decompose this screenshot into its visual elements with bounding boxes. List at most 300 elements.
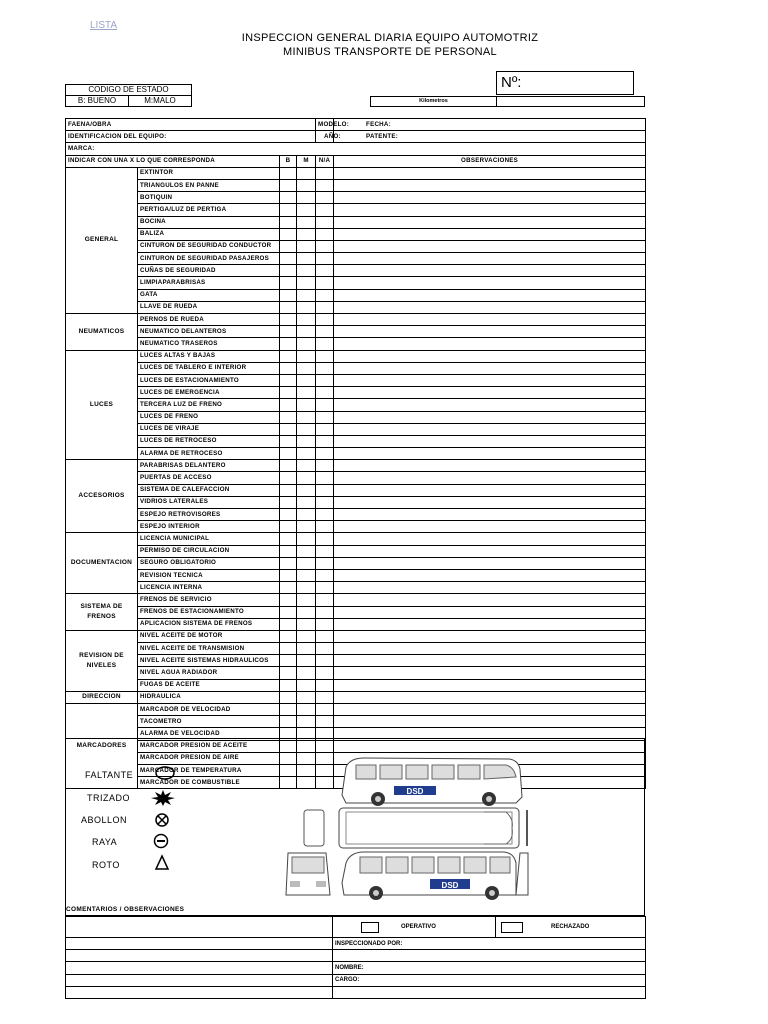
checklist-row — [66, 582, 646, 594]
kilometros-label: Kilometros — [419, 98, 448, 104]
indicar-label: INDICAR CON UNA X LO QUE CORRESPONDA — [66, 155, 280, 167]
check-na[interactable] — [316, 314, 334, 326]
section-label: REVISION DE NIVELES — [66, 630, 138, 691]
checklist-item-label: TRIANGULOS EN PANNE — [138, 179, 280, 191]
checklist-row — [66, 228, 646, 240]
check-b[interactable] — [280, 350, 297, 362]
check-m[interactable] — [297, 496, 316, 508]
observaciones-header: OBSERVACIONES — [334, 155, 646, 167]
check-m[interactable] — [297, 265, 316, 277]
check-m[interactable] — [297, 204, 316, 216]
numero-field[interactable] — [496, 71, 634, 95]
checklist-row — [66, 374, 646, 386]
comentario-line-6[interactable] — [66, 986, 333, 998]
observaciones-cell[interactable] — [334, 399, 646, 411]
kilometros-label-box — [370, 96, 497, 107]
check-m[interactable] — [297, 374, 316, 386]
observaciones-cell[interactable] — [334, 545, 646, 557]
check-na[interactable] — [316, 265, 334, 277]
check-b[interactable] — [280, 496, 297, 508]
check-na[interactable] — [316, 630, 334, 642]
check-m[interactable] — [297, 594, 316, 606]
check-m[interactable] — [297, 448, 316, 460]
check-na[interactable] — [316, 533, 334, 545]
observaciones-cell[interactable] — [334, 496, 646, 508]
check-m[interactable] — [297, 387, 316, 399]
checklist-row — [66, 484, 646, 496]
observaciones-cell[interactable] — [334, 338, 646, 350]
check-b[interactable] — [280, 509, 297, 521]
observaciones-cell[interactable] — [334, 326, 646, 338]
malo-label: M:MALO — [144, 96, 176, 105]
check-na[interactable] — [316, 448, 334, 460]
comentario-line-1[interactable] — [66, 917, 333, 938]
checklist-row — [66, 509, 646, 521]
observaciones-cell[interactable] — [334, 704, 646, 716]
check-b[interactable] — [280, 277, 297, 289]
checklist-item-label: MARCADOR PRESION DE AIRE — [138, 752, 280, 764]
check-na[interactable] — [316, 509, 334, 521]
lista-link[interactable]: LISTA — [90, 20, 118, 31]
check-m[interactable] — [297, 533, 316, 545]
identificacion-label[interactable]: IDENTIFICACION DEL EQUIPO: — [66, 131, 316, 143]
checklist-item-label: LIMPIAPARABRISAS — [138, 277, 280, 289]
check-b[interactable] — [280, 167, 297, 179]
checklist-row — [66, 557, 646, 569]
observaciones-cell[interactable] — [334, 521, 646, 533]
check-m[interactable] — [297, 484, 316, 496]
observaciones-cell[interactable] — [334, 606, 646, 618]
checklist-row — [66, 594, 646, 606]
check-b[interactable] — [280, 545, 297, 557]
check-m[interactable] — [297, 240, 316, 252]
checklist-row — [66, 460, 646, 472]
checklist-item-label: PUERTAS DE ACCESO — [138, 472, 280, 484]
observaciones-cell[interactable] — [334, 655, 646, 667]
check-m[interactable] — [297, 228, 316, 240]
check-na[interactable] — [316, 472, 334, 484]
checklist-item-label: MARCADOR DE VELOCIDAD — [138, 704, 280, 716]
observaciones-cell[interactable] — [334, 387, 646, 399]
checklist-item-label: SISTEMA DE CALEFACCION — [138, 484, 280, 496]
info-row-3 — [66, 143, 646, 155]
checklist-item-label: LUCES DE EMERGENCIA — [138, 387, 280, 399]
observaciones-cell[interactable] — [334, 460, 646, 472]
check-b[interactable] — [280, 667, 297, 679]
check-m[interactable] — [297, 691, 316, 703]
info-row-1 — [66, 119, 646, 131]
trizado-label: TRIZADO — [87, 793, 130, 803]
check-na[interactable] — [316, 277, 334, 289]
check-m[interactable] — [297, 704, 316, 716]
check-na[interactable] — [316, 326, 334, 338]
observaciones-cell[interactable] — [334, 277, 646, 289]
bueno-box — [65, 95, 129, 107]
bus-rear-view — [516, 853, 528, 895]
checklist-item-label: PARABRISAS DELANTERO — [138, 460, 280, 472]
check-b[interactable] — [280, 228, 297, 240]
observaciones-cell[interactable] — [334, 179, 646, 191]
anio-label[interactable]: AÑO: — [316, 131, 334, 143]
check-m[interactable] — [297, 289, 316, 301]
check-na[interactable] — [316, 545, 334, 557]
section-label: ACCESORIOS — [66, 460, 138, 533]
check-m[interactable] — [297, 326, 316, 338]
check-na[interactable] — [316, 704, 334, 716]
bueno-label: B: BUENO — [77, 96, 117, 105]
observaciones-cell[interactable] — [334, 216, 646, 228]
check-m[interactable] — [297, 630, 316, 642]
checklist-item-label: MARCADOR PRESION DE ACEITE — [138, 740, 280, 752]
check-na[interactable] — [316, 643, 334, 655]
check-b[interactable] — [280, 289, 297, 301]
check-na[interactable] — [316, 716, 334, 728]
checklist-row — [66, 716, 646, 728]
check-m[interactable] — [297, 557, 316, 569]
operativo-cell[interactable] — [333, 917, 496, 938]
cargo-label[interactable]: CARGO: — [333, 974, 646, 986]
observaciones-cell[interactable] — [334, 253, 646, 265]
observaciones-cell[interactable] — [334, 569, 646, 581]
check-b[interactable] — [280, 472, 297, 484]
checklist-item-label: ESPEJO RETROVISORES — [138, 509, 280, 521]
observaciones-cell[interactable] — [334, 204, 646, 216]
checklist-item-label: REVISION TECNICA — [138, 569, 280, 581]
check-b[interactable] — [280, 716, 297, 728]
check-m[interactable] — [297, 301, 316, 313]
check-m[interactable] — [297, 399, 316, 411]
checklist-item-label: CINTURON DE SEGURIDAD PASAJEROS — [138, 253, 280, 265]
check-b[interactable] — [280, 557, 297, 569]
check-na[interactable] — [316, 167, 334, 179]
cargo-field[interactable] — [333, 986, 646, 998]
observaciones-cell[interactable] — [334, 630, 646, 642]
observaciones-cell[interactable] — [334, 301, 646, 313]
checklist-item-label: ALARMA DE RETROCESO — [138, 448, 280, 460]
section-label: GENERAL — [66, 167, 138, 313]
bus-brand-top: DSD — [406, 787, 424, 796]
footer-row-6 — [66, 974, 646, 986]
section-label: LUCES — [66, 350, 138, 460]
checklist-row — [66, 216, 646, 228]
rechazado-checkbox[interactable] — [501, 922, 523, 933]
check-na[interactable] — [316, 289, 334, 301]
check-b[interactable] — [280, 253, 297, 265]
comentario-line-2[interactable] — [66, 938, 333, 950]
check-na[interactable] — [316, 655, 334, 667]
checklist-row — [66, 704, 646, 716]
check-b[interactable] — [280, 423, 297, 435]
check-m[interactable] — [297, 521, 316, 533]
modelo-label[interactable]: MODELO: — [316, 119, 334, 131]
kilometros-field[interactable] — [496, 96, 645, 107]
observaciones-cell[interactable] — [334, 533, 646, 545]
checklist-row — [66, 167, 646, 179]
check-na[interactable] — [316, 557, 334, 569]
check-na[interactable] — [316, 423, 334, 435]
checklist-item-label: APLICACION SISTEMA DE FRENOS — [138, 618, 280, 630]
observaciones-cell[interactable] — [334, 509, 646, 521]
observaciones-cell[interactable] — [334, 484, 646, 496]
check-b[interactable] — [280, 411, 297, 423]
rechazado-cell[interactable] — [496, 917, 646, 938]
check-na[interactable] — [316, 362, 334, 374]
checklist-item-label: FRENOS DE SERVICIO — [138, 594, 280, 606]
observaciones-cell[interactable] — [334, 472, 646, 484]
check-b[interactable] — [280, 314, 297, 326]
roto-icon — [154, 854, 170, 872]
check-m[interactable] — [297, 277, 316, 289]
inspeccionado-field[interactable] — [333, 950, 646, 962]
check-b[interactable] — [280, 655, 297, 667]
check-b[interactable] — [280, 301, 297, 313]
check-m[interactable] — [297, 643, 316, 655]
check-b[interactable] — [280, 216, 297, 228]
footer-row-5 — [66, 962, 646, 974]
check-b[interactable] — [280, 606, 297, 618]
check-b[interactable] — [280, 704, 297, 716]
raya-label: RAYA — [92, 837, 118, 847]
operativo-label: OPERATIVO — [401, 924, 436, 930]
marca-label[interactable]: MARCA: — [66, 143, 646, 155]
form-subtitle: MINIBUS TRANSPORTE DE PERSONAL — [283, 46, 497, 58]
check-m[interactable] — [297, 509, 316, 521]
check-na[interactable] — [316, 521, 334, 533]
operativo-checkbox[interactable] — [361, 922, 379, 933]
checklist-row — [66, 533, 646, 545]
check-m[interactable] — [297, 350, 316, 362]
check-na[interactable] — [316, 179, 334, 191]
check-b[interactable] — [280, 326, 297, 338]
check-na[interactable] — [316, 667, 334, 679]
check-b[interactable] — [280, 240, 297, 252]
checklist-item-label: VIDRIOS LATERALES — [138, 496, 280, 508]
check-b[interactable] — [280, 435, 297, 447]
check-m[interactable] — [297, 655, 316, 667]
check-na[interactable] — [316, 484, 334, 496]
comentarios-label: COMENTARIOS / OBSERVACIONES — [66, 906, 185, 913]
checklist-row — [66, 192, 646, 204]
check-m[interactable] — [297, 545, 316, 557]
checklist-row — [66, 655, 646, 667]
checklist-item-label: BOTIQUIN — [138, 192, 280, 204]
comentario-line-3[interactable] — [66, 950, 333, 962]
check-m[interactable] — [297, 179, 316, 191]
checklist-row — [66, 691, 646, 703]
observaciones-cell[interactable] — [334, 618, 646, 630]
checklist-item-label: CUÑAS DE SEGURIDAD — [138, 265, 280, 277]
observaciones-cell[interactable] — [334, 240, 646, 252]
check-na[interactable] — [316, 582, 334, 594]
observaciones-cell[interactable] — [334, 265, 646, 277]
checklist-row — [66, 277, 646, 289]
check-na[interactable] — [316, 228, 334, 240]
observaciones-cell[interactable] — [334, 448, 646, 460]
checklist-item-label: LUCES DE TABLERO E INTERIOR — [138, 362, 280, 374]
observaciones-cell[interactable] — [334, 192, 646, 204]
check-b[interactable] — [280, 484, 297, 496]
check-b[interactable] — [280, 618, 297, 630]
fecha-label[interactable]: FECHA: — [334, 119, 646, 131]
observaciones-cell[interactable] — [334, 691, 646, 703]
observaciones-cell[interactable] — [334, 643, 646, 655]
check-m[interactable] — [297, 411, 316, 423]
check-na[interactable] — [316, 216, 334, 228]
check-b[interactable] — [280, 630, 297, 642]
check-b[interactable] — [280, 204, 297, 216]
checklist-row — [66, 338, 646, 350]
check-m[interactable] — [297, 569, 316, 581]
nombre-label[interactable]: NOMBRE: — [333, 962, 646, 974]
check-b[interactable] — [280, 594, 297, 606]
check-m[interactable] — [297, 167, 316, 179]
checklist-item-label: LICENCIA INTERNA — [138, 582, 280, 594]
checklist-item-label: LUCES DE ESTACIONAMIENTO — [138, 374, 280, 386]
check-m[interactable] — [297, 460, 316, 472]
checklist-row — [66, 679, 646, 691]
check-m[interactable] — [297, 253, 316, 265]
check-b[interactable] — [280, 691, 297, 703]
check-na[interactable] — [316, 411, 334, 423]
check-m[interactable] — [297, 582, 316, 594]
check-m[interactable] — [297, 192, 316, 204]
check-b[interactable] — [280, 265, 297, 277]
bus-top-view — [304, 808, 528, 848]
check-na[interactable] — [316, 253, 334, 265]
observaciones-cell[interactable] — [334, 716, 646, 728]
check-na[interactable] — [316, 374, 334, 386]
check-na[interactable] — [316, 618, 334, 630]
check-na[interactable] — [316, 594, 334, 606]
checklist-item-label: ESPEJO INTERIOR — [138, 521, 280, 533]
checklist-row — [66, 179, 646, 191]
check-m[interactable] — [297, 338, 316, 350]
check-m[interactable] — [297, 216, 316, 228]
checklist-row — [66, 362, 646, 374]
form-title: INSPECCION GENERAL DIARIA EQUIPO AUTOMOTRIZ — [241, 32, 539, 44]
checklist-item-label: PERMISO DE CIRCULACION — [138, 545, 280, 557]
check-b[interactable] — [280, 448, 297, 460]
observaciones-cell[interactable] — [334, 167, 646, 179]
observaciones-cell[interactable] — [334, 374, 646, 386]
observaciones-cell[interactable] — [334, 667, 646, 679]
checklist-item-label: BALIZA — [138, 228, 280, 240]
check-na[interactable] — [316, 399, 334, 411]
checklist-row — [66, 204, 646, 216]
checklist-item-label: TERCERA LUZ DE FRENO — [138, 399, 280, 411]
checklist-row — [66, 350, 646, 362]
check-na[interactable] — [316, 240, 334, 252]
check-m[interactable] — [297, 667, 316, 679]
check-b[interactable] — [280, 399, 297, 411]
check-b[interactable] — [280, 338, 297, 350]
observaciones-cell[interactable] — [334, 435, 646, 447]
observaciones-cell[interactable] — [334, 557, 646, 569]
checklist-row — [66, 606, 646, 618]
check-na[interactable] — [316, 606, 334, 618]
checklist-item-label: LUCES ALTAS Y BAJAS — [138, 350, 280, 362]
patente-label[interactable]: PATENTE: — [334, 131, 646, 143]
check-m[interactable] — [297, 423, 316, 435]
comentario-line-4[interactable] — [66, 962, 333, 974]
check-b[interactable] — [280, 387, 297, 399]
check-na[interactable] — [316, 350, 334, 362]
check-b[interactable] — [280, 533, 297, 545]
check-na[interactable] — [316, 338, 334, 350]
check-m[interactable] — [297, 618, 316, 630]
observaciones-cell[interactable] — [334, 411, 646, 423]
observaciones-cell[interactable] — [334, 594, 646, 606]
check-m[interactable] — [297, 679, 316, 691]
check-na[interactable] — [316, 435, 334, 447]
observaciones-cell[interactable] — [334, 679, 646, 691]
check-na[interactable] — [316, 691, 334, 703]
check-b[interactable] — [280, 362, 297, 374]
faena-label[interactable]: FAENA/OBRA — [66, 119, 316, 131]
check-b[interactable] — [280, 521, 297, 533]
footer-row-4 — [66, 950, 646, 962]
inspeccionado-label[interactable]: INSPECCIONADO POR: — [333, 938, 646, 950]
check-na[interactable] — [316, 569, 334, 581]
check-b[interactable] — [280, 374, 297, 386]
observaciones-cell[interactable] — [334, 289, 646, 301]
checklist-row — [66, 265, 646, 277]
check-b[interactable] — [280, 643, 297, 655]
col-na-header: N/A — [316, 155, 334, 167]
observaciones-cell[interactable] — [334, 582, 646, 594]
comentario-line-5[interactable] — [66, 974, 333, 986]
check-na[interactable] — [316, 460, 334, 472]
inspection-table — [65, 118, 646, 789]
observaciones-cell[interactable] — [334, 423, 646, 435]
check-na[interactable] — [316, 679, 334, 691]
check-m[interactable] — [297, 606, 316, 618]
checklist-item-label: BOCINA — [138, 216, 280, 228]
checklist-item-label: NIVEL ACEITE DE TRANSMISION — [138, 643, 280, 655]
section-label: SISTEMA DE FRENOS — [66, 594, 138, 631]
check-m[interactable] — [297, 314, 316, 326]
check-na[interactable] — [316, 204, 334, 216]
check-na[interactable] — [316, 387, 334, 399]
checklist-item-label: MARCADOR DE TEMPERATURA — [138, 764, 280, 776]
check-na[interactable] — [316, 192, 334, 204]
check-m[interactable] — [297, 716, 316, 728]
checklist-item-label: ALARMA DE VELOCIDAD — [138, 728, 280, 740]
check-na[interactable] — [316, 301, 334, 313]
observaciones-cell[interactable] — [334, 350, 646, 362]
check-b[interactable] — [280, 569, 297, 581]
check-b[interactable] — [280, 192, 297, 204]
check-b[interactable] — [280, 460, 297, 472]
observaciones-cell[interactable] — [334, 228, 646, 240]
checklist-row — [66, 387, 646, 399]
check-m[interactable] — [297, 362, 316, 374]
check-b[interactable] — [280, 679, 297, 691]
section-label: MARCADORES — [66, 704, 138, 789]
checklist-row — [66, 448, 646, 460]
check-m[interactable] — [297, 435, 316, 447]
checklist-row — [66, 521, 646, 533]
check-b[interactable] — [280, 582, 297, 594]
observaciones-cell[interactable] — [334, 362, 646, 374]
check-m[interactable] — [297, 472, 316, 484]
checklist-row — [66, 411, 646, 423]
checklist-item-label: FRENOS DE ESTACIONAMIENTO — [138, 606, 280, 618]
observaciones-cell[interactable] — [334, 314, 646, 326]
check-b[interactable] — [280, 179, 297, 191]
minibus-diagram[interactable] — [284, 755, 529, 905]
check-na[interactable] — [316, 496, 334, 508]
